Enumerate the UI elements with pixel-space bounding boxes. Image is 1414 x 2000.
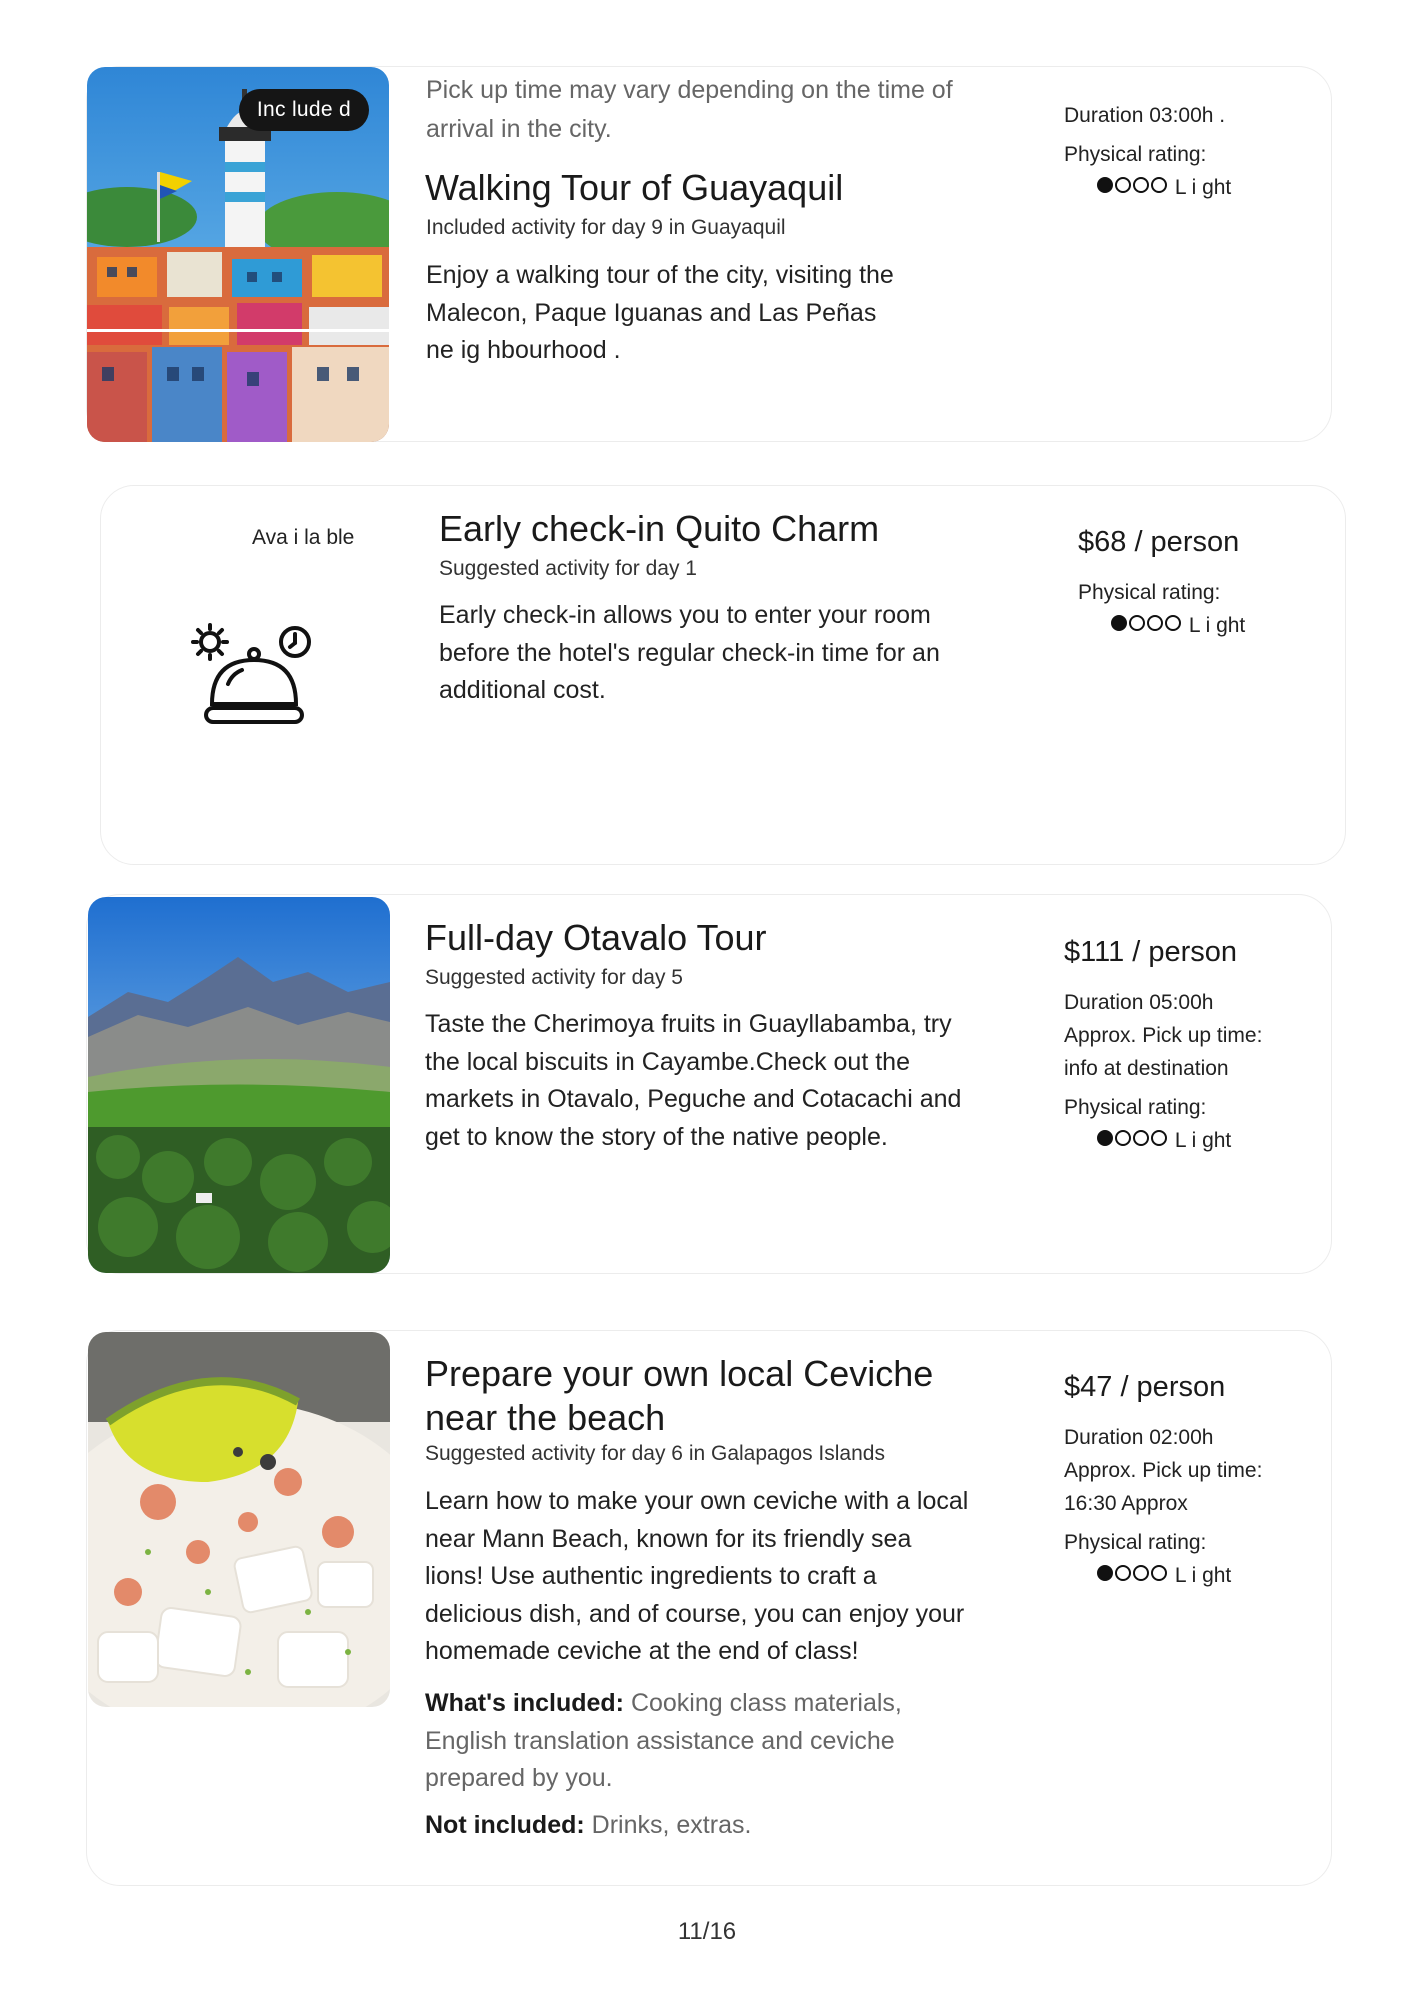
otavalo-landscape-photo bbox=[88, 897, 390, 1273]
activity-description: Taste the Cherimoya fruits in Guayllabamba, try the local biscuits in Cayambe.Check out the markets in Otavalo, Peguche and Cotacachi and get to know the story of the native people. bbox=[425, 1010, 962, 1151]
activity-subtitle: Included activity for day 9 in Guayaquil bbox=[426, 216, 786, 239]
activity-subtitle: Suggested activity for day 1 bbox=[439, 557, 697, 580]
duration-text: Duration 05:00h bbox=[1064, 991, 1214, 1014]
pickup-value: 16:30 Approx bbox=[1064, 1492, 1188, 1515]
activity-title: Walking Tour of Guayaquil bbox=[425, 167, 844, 208]
activity-title: Early check-in Quito Charm bbox=[439, 508, 880, 549]
ceviche-photo bbox=[88, 1332, 390, 1707]
whats-included-label: What's included: bbox=[425, 1689, 624, 1717]
physical-rating-label: Physical rating: bbox=[1064, 143, 1207, 166]
pickup-note: Pick up time may vary depending on the time of arrival in the city. bbox=[426, 76, 953, 143]
not-included: Not included: Drinks, extras. bbox=[425, 1811, 752, 1839]
rating-dots bbox=[1097, 1559, 1169, 1592]
duration-text: Duration 03:00h . bbox=[1064, 104, 1226, 127]
rating-dots bbox=[1097, 1124, 1169, 1157]
activity-price: $68 / person bbox=[1078, 526, 1240, 558]
physical-rating-value: L i ght bbox=[1174, 176, 1232, 199]
activity-subtitle: Suggested activity for day 6 in Galapagos Islands bbox=[425, 1442, 885, 1465]
activity-details bbox=[1078, 522, 1245, 642]
activity-details bbox=[1064, 99, 1231, 204]
physical-rating bbox=[1064, 1559, 1262, 1592]
pickup-label: Approx. Pick up time: bbox=[1064, 1459, 1263, 1482]
whats-included: What's included: Cooking class materials, English translation assistance and ceviche prepared by you. bbox=[425, 1689, 902, 1792]
physical-rating-label: Physical rating: bbox=[1078, 581, 1221, 604]
hotel-bell-icon bbox=[190, 622, 318, 732]
activity-details bbox=[1064, 932, 1262, 1157]
activity-description: Early check-in allows you to enter your room before the hotel's regular check-in time for an additional cost. bbox=[439, 601, 940, 704]
activity-details bbox=[1064, 1367, 1262, 1592]
activity-subtitle: Suggested activity for day 5 bbox=[425, 966, 683, 989]
activity-title: Full-day Otavalo Tour bbox=[425, 917, 767, 958]
rating-dots bbox=[1111, 609, 1183, 642]
availability-label: Ava i la ble bbox=[252, 526, 355, 549]
physical-rating-value: L i ght bbox=[1174, 1564, 1232, 1587]
pickup-value: info at destination bbox=[1064, 1057, 1229, 1080]
duration-text: Duration 02:00h bbox=[1064, 1426, 1214, 1449]
guayaquil-lighthouse-photo bbox=[87, 67, 389, 442]
included-badge: Inc lude d bbox=[239, 89, 369, 131]
activity-description: Enjoy a walking tour of the city, visiting the Malecon, Paque Iguanas and Las Peñas ne ig hbourhood . bbox=[426, 261, 894, 364]
not-included-label: Not included: bbox=[425, 1811, 585, 1839]
activity-title: Prepare your own local Ceviche near the beach bbox=[425, 1353, 934, 1438]
physical-rating-label: Physical rating: bbox=[1064, 1096, 1207, 1119]
activity-price: $47 / person bbox=[1064, 1371, 1226, 1403]
physical-rating-value: L i ght bbox=[1188, 614, 1246, 637]
physical-rating bbox=[1064, 171, 1231, 204]
physical-rating-value: L i ght bbox=[1174, 1129, 1232, 1152]
rating-dots bbox=[1097, 171, 1169, 204]
pickup-label: Approx. Pick up time: bbox=[1064, 1024, 1263, 1047]
physical-rating-label: Physical rating: bbox=[1064, 1531, 1207, 1554]
physical-rating bbox=[1064, 1124, 1262, 1157]
page-number: 11/16 bbox=[677, 1918, 737, 1945]
activity-price: $111 / person bbox=[1064, 936, 1238, 968]
activity-description: Learn how to make your own ceviche with a local near Mann Beach, known for its friendly sea lions! Use authentic ingredients to craft a delicious dish, and of course, you can enjoy your homemade ceviche at the end of class! bbox=[425, 1487, 969, 1665]
physical-rating bbox=[1078, 609, 1245, 642]
